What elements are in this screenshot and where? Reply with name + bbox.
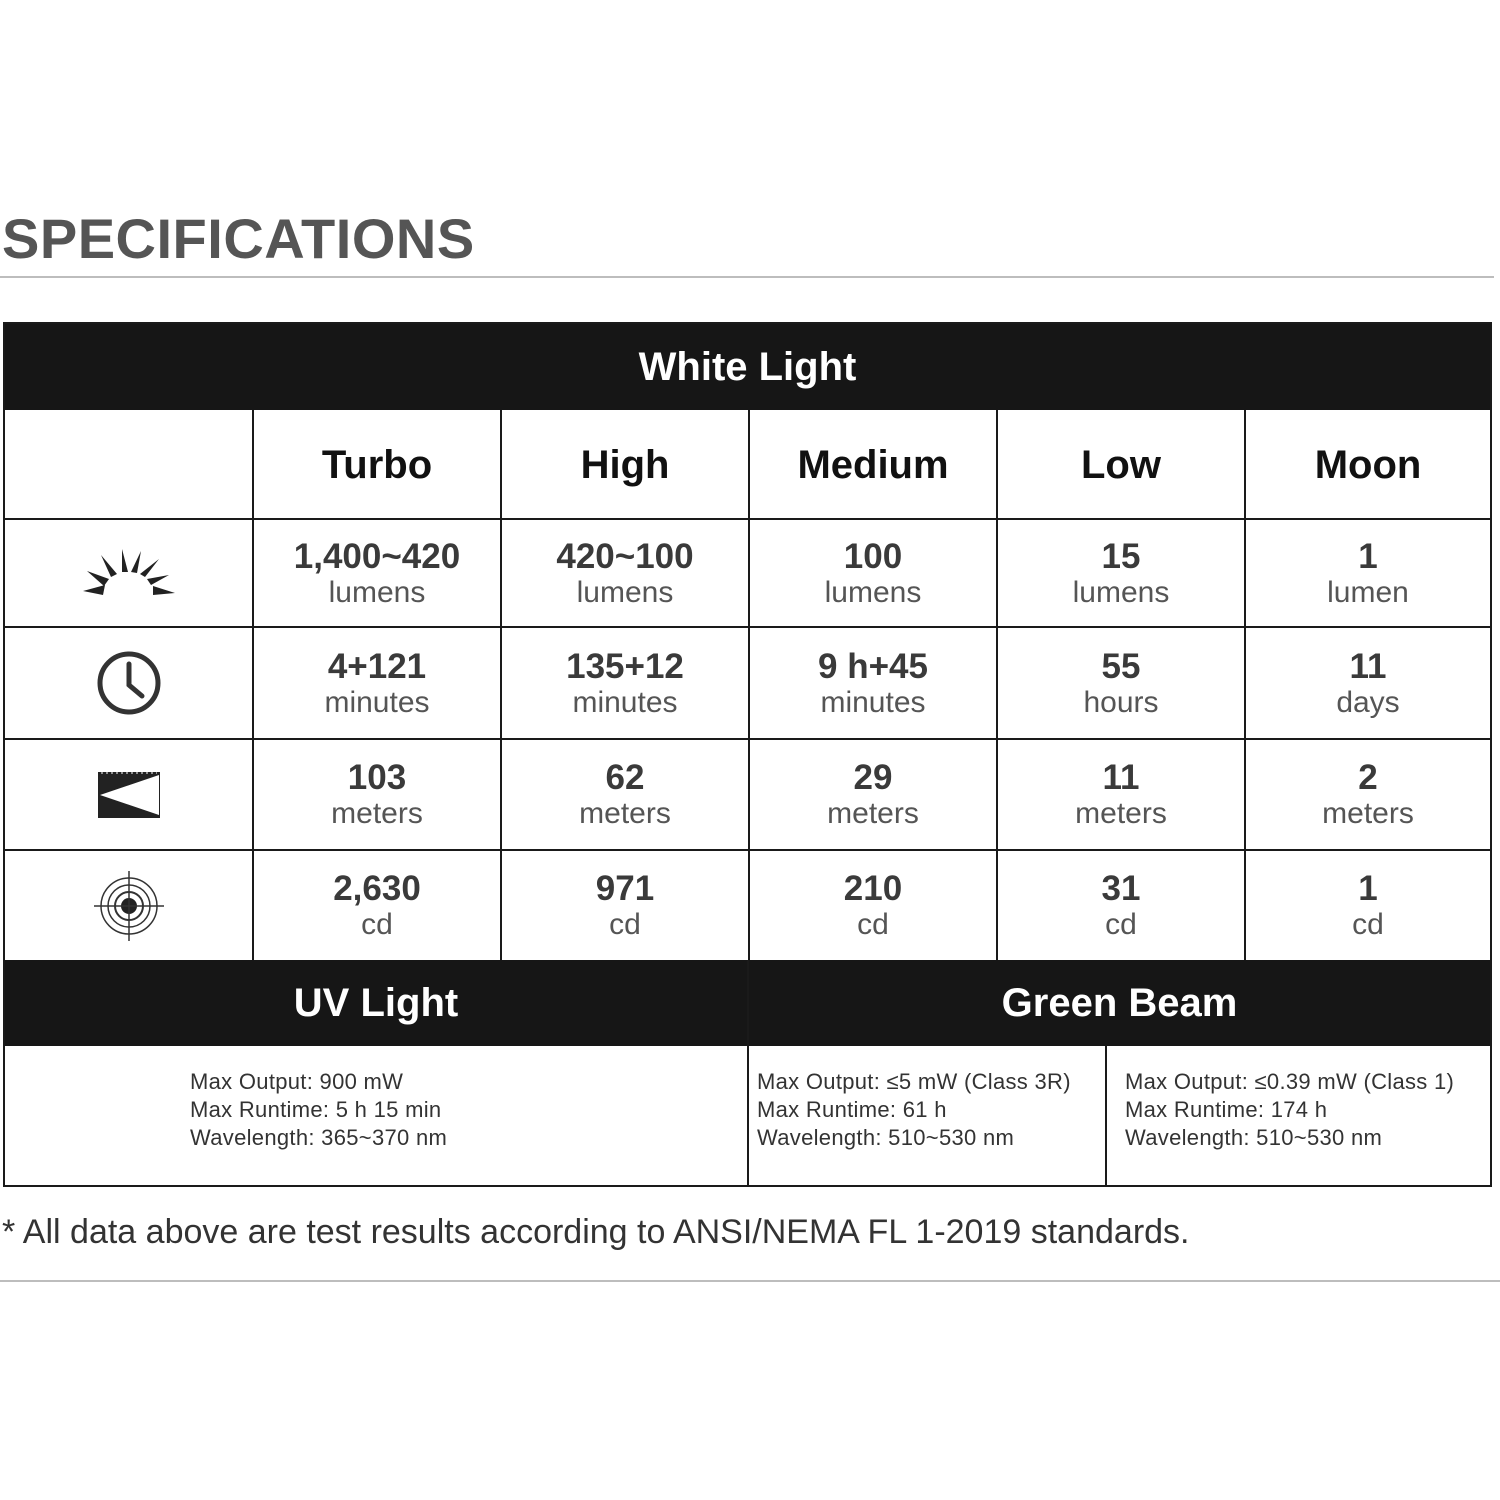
green-b-max-runtime: Max Runtime: 174 h bbox=[1125, 1097, 1328, 1122]
white-light-header bbox=[5, 324, 1490, 410]
footer-divider bbox=[0, 1280, 1500, 1282]
uv-wavelength: Wavelength: 365~370 nm bbox=[190, 1125, 448, 1150]
cell-value: 1 bbox=[1358, 536, 1378, 576]
cell-unit: minutes bbox=[820, 685, 926, 719]
cell-unit: minutes bbox=[324, 685, 430, 719]
cell-intensity bbox=[998, 851, 1244, 960]
cell-value: 29 bbox=[853, 758, 893, 797]
mode-moon: Moon bbox=[1314, 442, 1422, 487]
cell-value: 420~100 bbox=[556, 536, 694, 576]
cell-value: 100 bbox=[843, 536, 903, 576]
cell-value: 2,630 bbox=[333, 869, 421, 908]
green-beam-spec-list-b bbox=[1125, 1068, 1454, 1152]
uv-light-header bbox=[5, 960, 747, 1046]
cell-unit: lumens bbox=[824, 575, 922, 609]
cell-unit: cd bbox=[857, 908, 889, 941]
cell-value: 1 bbox=[1358, 869, 1378, 908]
cell-intensity bbox=[750, 851, 996, 960]
cell-unit: meters bbox=[1322, 797, 1414, 830]
cell-unit: hours bbox=[1083, 685, 1159, 719]
cell-runtime bbox=[502, 628, 748, 738]
cell-intensity bbox=[254, 851, 500, 960]
cell-value: 210 bbox=[843, 869, 903, 908]
uv-max-runtime: Max Runtime: 5 h 15 min bbox=[190, 1097, 442, 1122]
cell-unit: cd bbox=[609, 908, 641, 941]
cell-value: 15 bbox=[1101, 536, 1141, 576]
grid-line bbox=[1105, 1046, 1107, 1185]
cell-output bbox=[750, 520, 996, 626]
cell-unit: meters bbox=[331, 797, 423, 830]
cell-value: 135+12 bbox=[566, 646, 684, 686]
footnote: * All data above are test results according to ANSI/NEMA FL 1-2019 standards. bbox=[2, 1213, 1190, 1251]
clock-icon bbox=[5, 628, 252, 738]
cell-unit: minutes bbox=[572, 685, 678, 719]
cell-unit: meters bbox=[579, 797, 671, 830]
green-a-wavelength: Wavelength: 510~530 nm bbox=[757, 1125, 1015, 1150]
cell-unit: meters bbox=[1075, 797, 1167, 830]
cell-value: 103 bbox=[347, 758, 407, 797]
cell-distance bbox=[750, 740, 996, 849]
target-icon bbox=[5, 851, 252, 960]
cell-value: 2 bbox=[1358, 758, 1378, 797]
cell-unit: days bbox=[1336, 685, 1400, 719]
mode-medium: Medium bbox=[797, 442, 949, 487]
spec-table bbox=[3, 322, 1492, 1187]
cell-unit: cd bbox=[361, 908, 393, 941]
beam-distance-icon bbox=[5, 740, 252, 849]
cell-value: 11 bbox=[1102, 758, 1140, 797]
green-b-wavelength: Wavelength: 510~530 nm bbox=[1125, 1125, 1383, 1150]
cell-unit: lumens bbox=[328, 575, 426, 609]
cell-value: 11 bbox=[1349, 646, 1387, 686]
cell-unit: lumens bbox=[576, 575, 674, 609]
uv-light-header-label: UV Light bbox=[293, 980, 459, 1025]
cell-output bbox=[254, 520, 500, 626]
cell-distance bbox=[254, 740, 500, 849]
title-divider bbox=[0, 276, 1494, 278]
cell-value: 55 bbox=[1101, 646, 1141, 686]
green-beam-spec-list-a bbox=[757, 1068, 1071, 1152]
cell-value: 9 h+45 bbox=[818, 646, 928, 686]
cell-distance bbox=[1246, 740, 1490, 849]
grid-line bbox=[747, 960, 749, 1185]
cell-distance bbox=[998, 740, 1244, 849]
uv-spec-list bbox=[190, 1068, 447, 1152]
green-beam-header-label: Green Beam bbox=[1001, 980, 1238, 1025]
page-title: SPECIFICATIONS bbox=[2, 207, 475, 270]
cell-unit: meters bbox=[827, 797, 919, 830]
cell-output bbox=[1246, 520, 1490, 626]
cell-distance bbox=[502, 740, 748, 849]
cell-runtime bbox=[998, 628, 1244, 738]
cell-intensity bbox=[1246, 851, 1490, 960]
green-a-max-output: Max Output: ≤5 mW (Class 3R) bbox=[757, 1069, 1071, 1094]
cell-unit: lumen bbox=[1327, 575, 1409, 609]
cell-output bbox=[998, 520, 1244, 626]
cell-unit: cd bbox=[1352, 908, 1384, 941]
cell-runtime bbox=[1246, 628, 1490, 738]
cell-value: 62 bbox=[605, 758, 645, 797]
cell-runtime bbox=[254, 628, 500, 738]
green-a-max-runtime: Max Runtime: 61 h bbox=[757, 1097, 947, 1122]
uv-max-output: Max Output: 900 mW bbox=[190, 1069, 404, 1094]
white-light-header-label: White Light bbox=[638, 344, 857, 389]
cell-output bbox=[502, 520, 748, 626]
cell-value: 4+121 bbox=[327, 646, 427, 686]
cell-intensity bbox=[502, 851, 748, 960]
green-b-max-output: Max Output: ≤0.39 mW (Class 1) bbox=[1125, 1069, 1455, 1094]
cell-unit: cd bbox=[1105, 908, 1137, 941]
green-beam-header bbox=[749, 960, 1490, 1046]
mode-low: Low bbox=[1081, 442, 1161, 487]
cell-value: 971 bbox=[595, 869, 655, 908]
cell-value: 1,400~420 bbox=[293, 536, 461, 576]
cell-runtime bbox=[750, 628, 996, 738]
mode-turbo: Turbo bbox=[321, 442, 433, 487]
cell-value: 31 bbox=[1101, 869, 1141, 908]
brightness-icon bbox=[5, 520, 252, 626]
cell-unit: lumens bbox=[1072, 575, 1170, 609]
mode-high: High bbox=[580, 442, 670, 487]
